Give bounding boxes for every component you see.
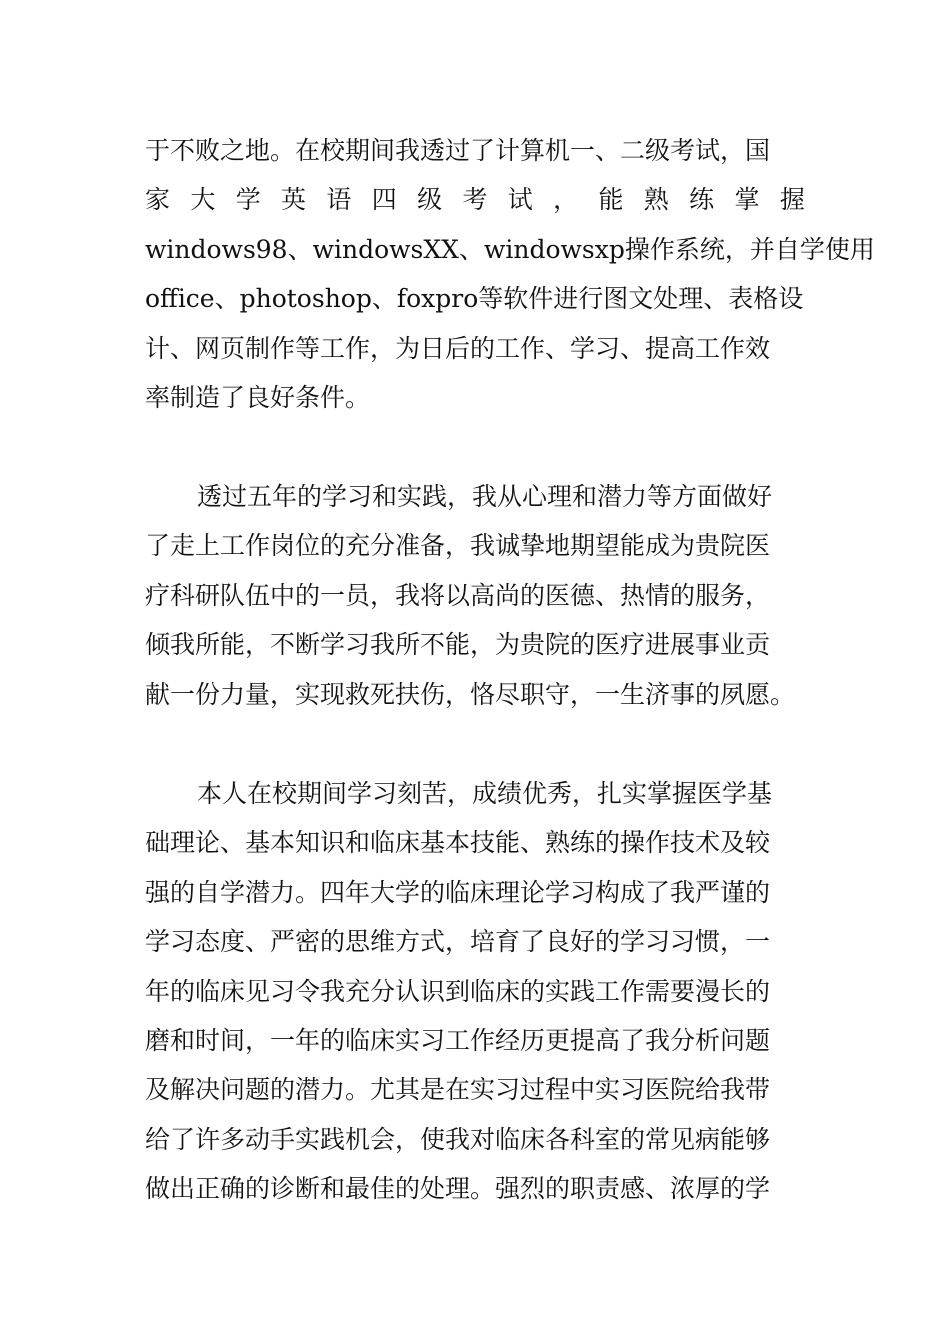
text-line: 给了许多动手实践机会，使我对临床各科室的常见病能够 <box>145 1124 771 1154</box>
text-line: 献一份力量，实现救死扶伤，恪尽职守，一生济事的夙愿。 <box>145 679 796 709</box>
text-line: 率制造了良好条件。 <box>145 382 371 412</box>
text-line: 于不败之地。在校期间我透过了计算机一、二级考试，国 <box>145 136 771 165</box>
text-line: 了走上工作岗位的充分准备，我诚挚地期望能成为贵院医 <box>145 531 771 561</box>
text-line-first: 透过五年的学习和实践，我从心理和潜力等方面做好 <box>197 482 773 511</box>
paragraph-career-aspiration <box>145 472 805 719</box>
text-line-first: 本人在校期间学习刻苦，成绩优秀，扎实掌握医学基 <box>197 779 773 808</box>
text-line: 计、网页制作等工作，为日后的工作、学习、提高工作效 <box>145 333 771 363</box>
text-line: windows98、windowsXX、windowsxp操作系统，并自学使用 <box>145 234 875 264</box>
text-line: 强的自学潜力。四年大学的临床理论学习构成了我严谨的 <box>145 877 771 907</box>
text-line: 磨和时间，一年的临床实习工作经历更提高了我分析问题 <box>145 1025 771 1055</box>
text-line-spaced: 家 大 学 英 语 四 级 考 试 ， 能 熟 练 掌 握 <box>145 185 805 215</box>
text-line: 疗科研队伍中的一员，我将以高尚的医德、热情的服务， <box>145 580 771 610</box>
text-line: 倾我所能，不断学习我所不能，为贵院的医疗进展事业贡 <box>145 630 771 660</box>
text-line: office、photoshop、foxpro等软件进行图文处理、表格设 <box>145 284 804 314</box>
text-line: 年的临床见习令我充分认识到临床的实践工作需要漫长的 <box>145 976 771 1006</box>
text-line: 及解决问题的潜力。尤其是在实习过程中实习医院给我带 <box>145 1075 771 1105</box>
text-line: 做出正确的诊断和最佳的处理。强烈的职责感、浓厚的学 <box>145 1174 771 1204</box>
text-line: 础理论、基本知识和临床基本技能、熟练的操作技术及较 <box>145 828 771 858</box>
text-line: 学习态度、严密的思维方式，培育了良好的学习习惯，一 <box>145 927 771 957</box>
paragraph-computer-skills <box>145 126 875 422</box>
paragraph-study-experience <box>145 769 805 1214</box>
